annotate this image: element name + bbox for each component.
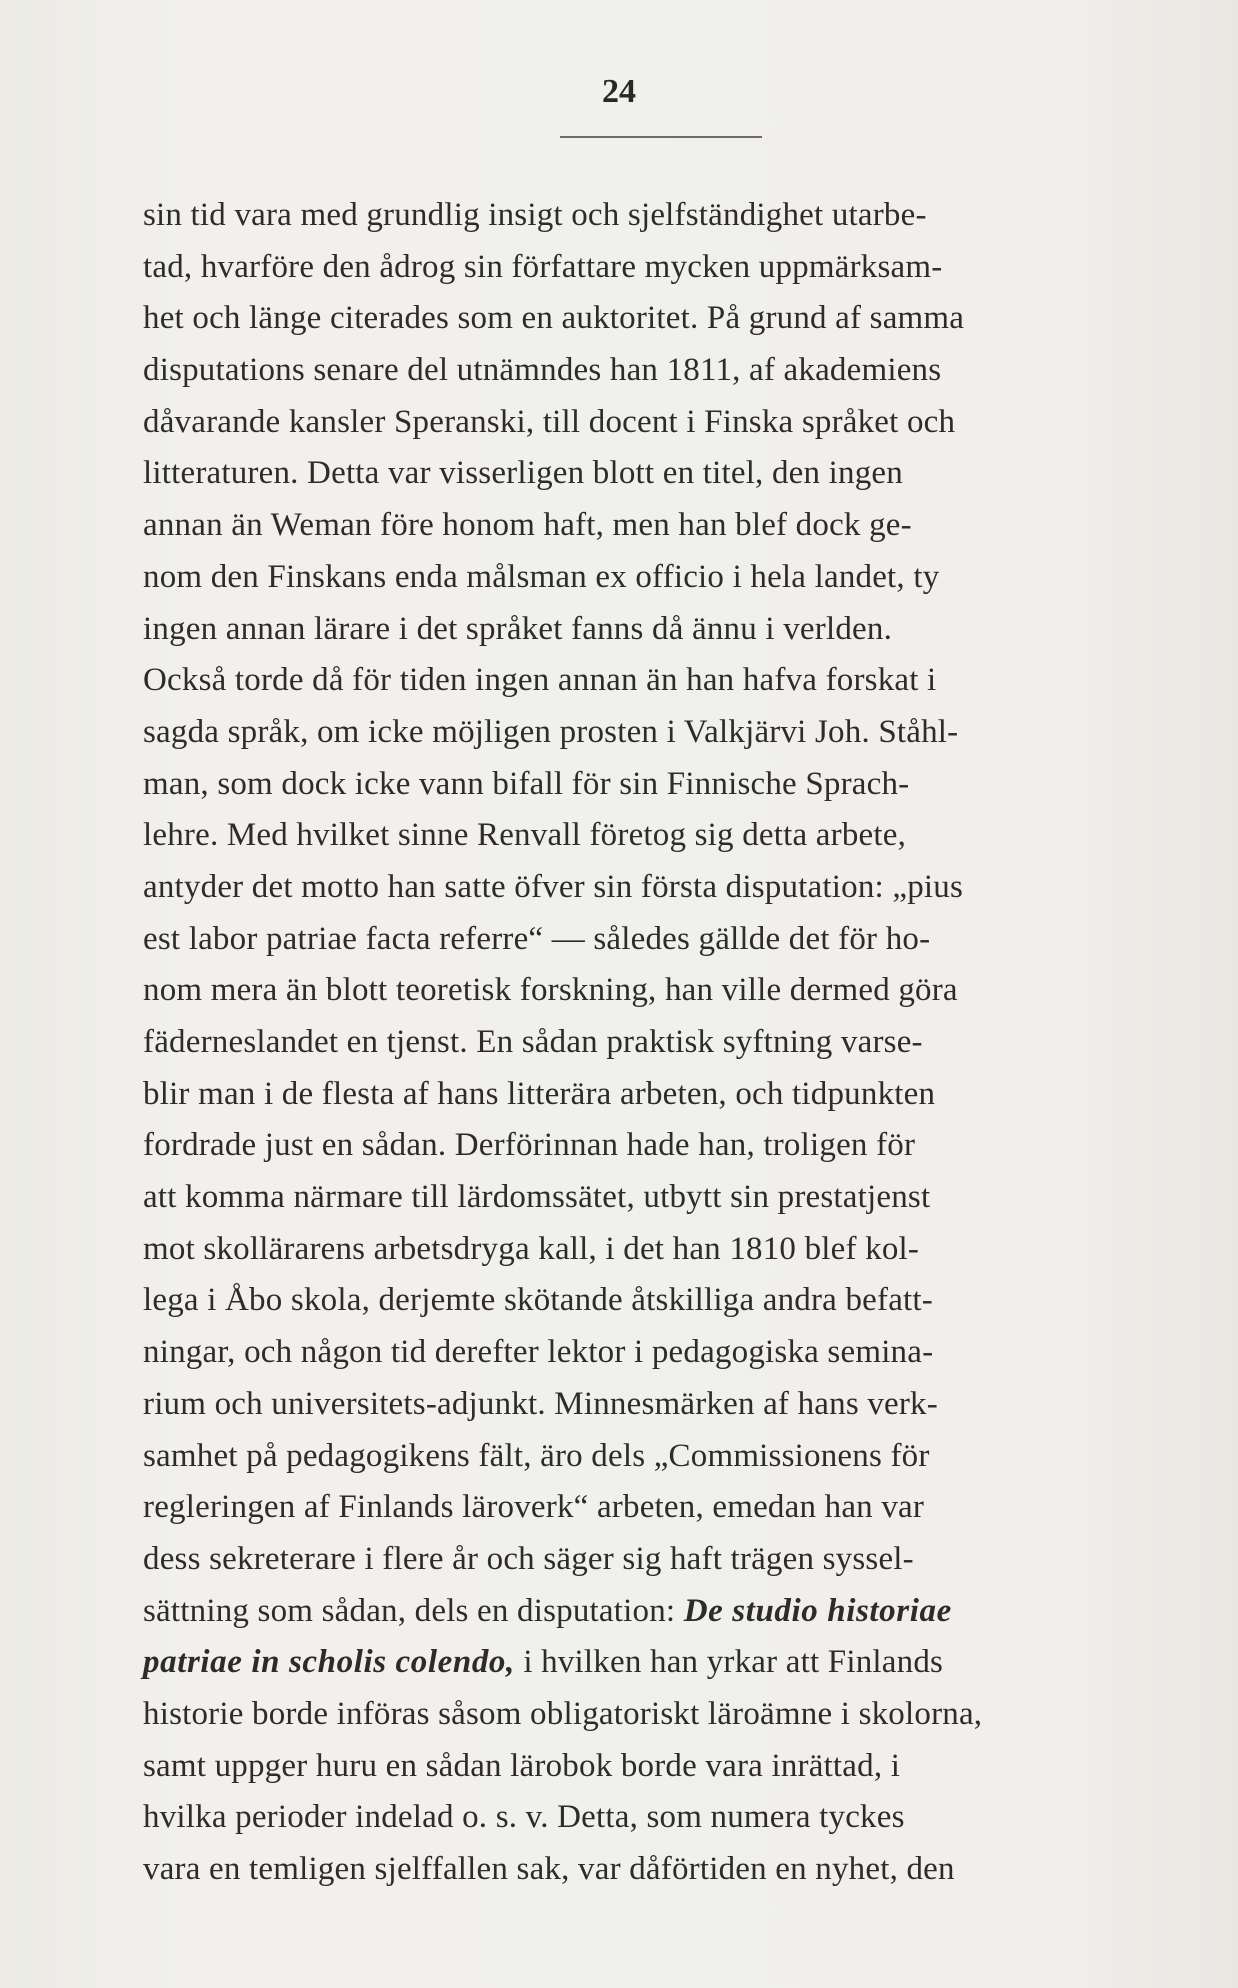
text-line: [143, 293, 1163, 345]
line-text: blir man i de flesta af hans litterära arbeten, och tidpunkten: [143, 1075, 936, 1112]
line-text: dåvarande kansler Speranski, till docent i Finska språket och: [143, 403, 956, 440]
line-text: est labor patriae facta referre“ — således gällde det för ho-: [143, 920, 931, 957]
text-line: [143, 810, 1163, 862]
text-line: [143, 1172, 1163, 1224]
line-text: ingen annan lärare i det språket fanns då ännu i verlden.: [143, 610, 893, 647]
text-line: [143, 1689, 1163, 1741]
text-line: [143, 448, 1163, 500]
text-line: [143, 1017, 1163, 1069]
line-text: mot skollärarens arbetsdryga kall, i det han 1810 blef kol-: [143, 1230, 920, 1267]
text-line: [143, 397, 1163, 449]
text-line: [143, 862, 1163, 914]
line-text: annan än Weman före honom haft, men han blef dock ge-: [143, 507, 912, 544]
text-line: [143, 1224, 1163, 1276]
line-text: sättning som sådan, dels en disputation:: [143, 1592, 684, 1629]
line-text: hvilka perioder indelad o. s. v. Detta, som numera tyckes: [143, 1799, 905, 1836]
header-rule: [560, 136, 762, 138]
text-line: [143, 1792, 1163, 1844]
line-text: lega i Åbo skola, derjemte skötande åtskilliga andra befatt-: [143, 1282, 933, 1319]
line-text: dess sekreterare i flere år och säger sig haft trägen syssel-: [143, 1540, 914, 1577]
text-line: [143, 1637, 1163, 1689]
line-text: het och länge citerades som en auktoritet. På grund af samma: [143, 300, 965, 337]
body-text: [143, 190, 1163, 1896]
line-text: fordrade just en sådan. Derförinnan hade han, troligen för: [143, 1127, 916, 1164]
line-text: Också torde då för tiden ingen annan än han hafva forskat i: [143, 662, 937, 699]
text-line: [143, 1327, 1163, 1379]
line-text: regleringen af Finlands läroverk“ arbeten, emedan han var: [143, 1489, 925, 1526]
text-line: [143, 707, 1163, 759]
line-text: litteraturen. Detta var visserligen blott en titel, den ingen: [143, 455, 903, 492]
text-line: [143, 1482, 1163, 1534]
text-line: [143, 500, 1163, 552]
text-line: [143, 345, 1163, 397]
text-line: [143, 1275, 1163, 1327]
text-line: [143, 1534, 1163, 1586]
text-line: [143, 1586, 1163, 1638]
text-line: [143, 604, 1163, 656]
line-text: vara en temligen sjelffallen sak, var dåförtiden en nyhet, den: [143, 1851, 955, 1887]
line-text: fäderneslandet en tjenst. En sådan praktisk syftning varse-: [143, 1024, 923, 1060]
line-text: ningar, och någon tid derefter lektor i pedagogiska semina-: [143, 1334, 934, 1371]
text-line: [143, 759, 1163, 811]
line-text: i hvilken han yrkar att Finlands: [514, 1644, 944, 1681]
line-text: nom den Finskans enda målsman ex officio i hela landet, ty: [143, 558, 940, 595]
text-line: [143, 242, 1163, 294]
line-text: antyder det motto han satte öfver sin första disputation: „pius: [143, 868, 964, 905]
line-text: man, som dock icke vann bifall för sin Finnische Sprach-: [143, 765, 910, 802]
line-text: disputations senare del utnämndes han 1811, af akademiens: [143, 352, 942, 389]
text-line: [143, 1379, 1163, 1431]
text-line: [143, 965, 1163, 1017]
line-text: samhet på pedagogikens fält, äro dels „Commissionens för: [143, 1437, 930, 1474]
line-text: nom mera än blott teoretisk forskning, han ville dermed göra: [143, 972, 958, 1009]
italic-title-text: patriae in scholis colendo,: [143, 1644, 515, 1681]
text-line: [143, 1741, 1163, 1793]
text-line: [143, 552, 1163, 604]
text-line: [143, 914, 1163, 966]
text-line: [143, 1069, 1163, 1121]
text-line: [143, 190, 1163, 242]
line-text: historie borde införas såsom obligatoriskt läroämne i skolorna,: [143, 1695, 983, 1732]
line-text: tad, hvarföre den ådrog sin författare mycken uppmärksam-: [143, 248, 943, 285]
line-text: samt uppger huru en sådan lärobok borde vara inrättad, i: [143, 1747, 901, 1784]
text-line: [143, 1844, 1163, 1896]
line-text: sagda språk, om icke möjligen prosten i Valkjärvi Joh. Ståhl-: [143, 713, 959, 750]
text-line: [143, 1120, 1163, 1172]
line-text: sin tid vara med grundlig insigt och sjelfständighet utarbe-: [143, 197, 927, 233]
text-line: [143, 655, 1163, 707]
text-line: [143, 1431, 1163, 1483]
line-text: rium och universitets-adjunkt. Minnesmärken af hans verk-: [143, 1385, 938, 1422]
italic-title-text: De studio historiae: [683, 1592, 952, 1629]
line-text: att komma närmare till lärdomssätet, utbytt sin prestatjenst: [143, 1179, 931, 1216]
page-number: 24: [602, 73, 636, 110]
line-text: lehre. Med hvilket sinne Renvall företog sig detta arbete,: [143, 817, 907, 854]
